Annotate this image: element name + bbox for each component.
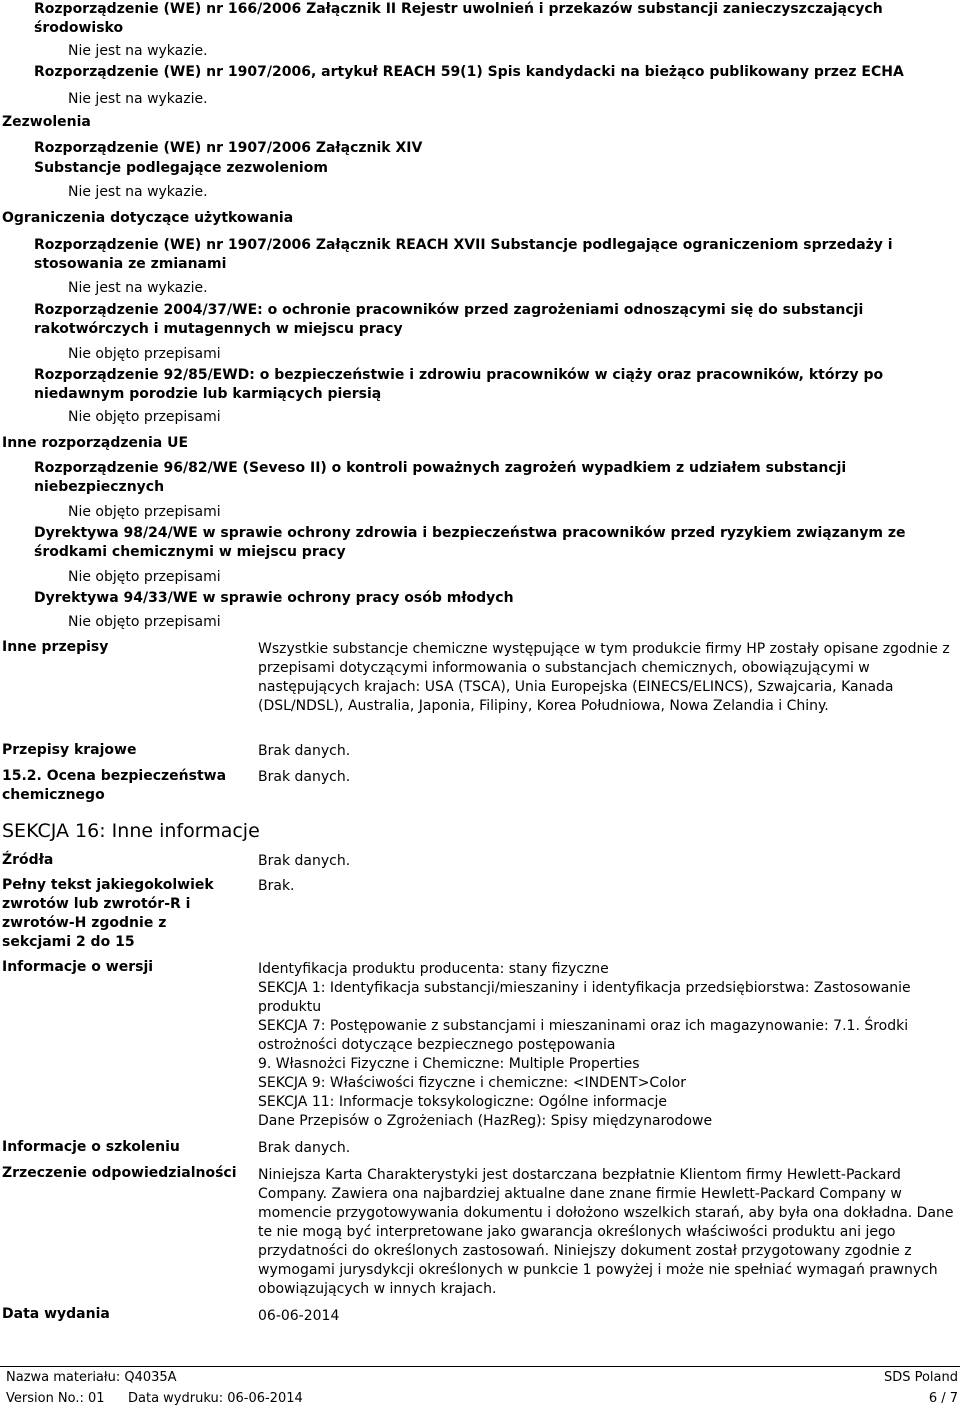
reg-annex-xvii-status: Nie jest na wykazie. (68, 280, 208, 296)
version-info-item: Identyfikacja produktu producenta: stany fizyczne (258, 961, 609, 977)
reg-2004-37-status: Nie objęto przepisami (68, 346, 221, 362)
chemical-safety-assessment-label-1: 15.2. Ocena bezpieczeństwa (2, 768, 227, 784)
dir-98-24-title-2: środkami chemicznymi w miejscu pracy (34, 544, 346, 560)
reg-prtr-status: Nie jest na wykazie. (68, 43, 208, 59)
chemical-safety-assessment-label-2: chemicznego (2, 787, 105, 803)
national-regulations-value: Brak danych. (258, 743, 351, 759)
dir-98-24-status: Nie objęto przepisami (68, 569, 221, 585)
full-text-label-2: zwrotów lub zwrotór-R i (2, 896, 191, 912)
issue-date-label: Data wydania (2, 1306, 110, 1322)
reg-seveso-status: Nie objęto przepisami (68, 504, 221, 520)
restrictions-heading: Ograniczenia dotyczące użytkowania (2, 210, 294, 226)
reg-annex-xvii-title-1: Rozporządzenie (WE) nr 1907/2006 Załącznik REACH XVII Substancje podlegające ograniczeniom sprzedaży i (34, 237, 893, 253)
version-info-item: Dane Przepisów o Zgrożeniach (HazReg): Spisy międzynarodowe (258, 1113, 713, 1129)
training-info-label: Informacje o szkoleniu (2, 1139, 180, 1155)
reg-2004-37-title-2: rakotwórczych i mutagennych w miejscu pracy (34, 321, 403, 337)
reg-prtr-title-2: środowisko (34, 20, 124, 36)
reg-92-85-status: Nie objęto przepisami (68, 409, 221, 425)
dir-98-24-title-1: Dyrektywa 98/24/WE w sprawie ochrony zdrowia i bezpieczeństwa pracowników przed ryzykiem związanym ze (34, 525, 906, 541)
other-regulations-text: Wszystkie substancje chemiczne występujące w tym produkcie firmy HP zostały opisane zgodnie z przepisami dotyczącymi informowania o substancjach chemicznych, obowiązującymi w następujących krajach: USA (TSCA), Unia Europejska (EINECS/ELINCS), Szwajcaria, Kanada (DSL/NDSL), Australia, Japonia, Filipiny, Korea Południowa, Nowa Zelandia i Chiny. (258, 641, 950, 714)
full-text-value: Brak. (258, 878, 295, 894)
full-text-label-4: sekcjami 2 do 15 (2, 934, 135, 950)
reg-92-85-title-1: Rozporządzenie 92/85/EWD: o bezpieczeństwie i zdrowiu pracowników w ciąży oraz pracowników, którzy po (34, 367, 884, 383)
reg-annex-xiv-status: Nie jest na wykazie. (68, 184, 208, 200)
reg-seveso-title-1: Rozporządzenie 96/82/WE (Seveso II) o kontroli poważnych zagrożeń wypadkiem z udziałem substancji (34, 460, 847, 476)
reg-92-85-title-2: niedawnym porodzie lub karmiących piersią (34, 386, 382, 402)
version-info-item: 9. Własnożci Fizyczne i Chemiczne: Multiple Properties (258, 1056, 640, 1072)
full-text-label-1: Pełny tekst jakiegokolwiek (2, 877, 214, 893)
reg-2004-37-title-1: Rozporządzenie 2004/37/WE: o ochronie pracowników przed zagrożeniami odnoszącymi się do substancji (34, 302, 864, 318)
sources-value: Brak danych. (258, 853, 351, 869)
full-text-label-3: zwrotów-H zgodnie z (2, 915, 167, 931)
footer-page-number: 6 / 7 (928, 1391, 958, 1406)
other-regulations-label: Inne przepisy (2, 639, 109, 655)
issue-date-value: 06-06-2014 (258, 1308, 340, 1324)
reg-annex-xvii-title-2: stosowania ze zmianami (34, 256, 227, 272)
national-regulations-label: Przepisy krajowe (2, 742, 137, 758)
dir-94-33-title: Dyrektywa 94/33/WE w sprawie ochrony pracy osób młodych (34, 590, 514, 606)
footer-print-date: Data wydruku: 06-06-2014 (128, 1391, 303, 1406)
version-info-item: SEKCJA 7: Postępowanie z substancjami i mieszaninami oraz ich magazynowanie: 7.1. Środki ostrożności dotyczące bezpiecznego postępowania (258, 1018, 909, 1053)
reg-seveso-title-2: niebezpiecznych (34, 479, 165, 495)
chemical-safety-assessment-value: Brak danych. (258, 769, 351, 785)
reg-reach-candidate-status: Nie jest na wykazie. (68, 91, 208, 107)
authorisations-heading: Zezwolenia (2, 114, 91, 130)
other-eu-heading: Inne rozporządzenia UE (2, 435, 189, 451)
version-info-label: Informacje o wersji (2, 959, 154, 975)
footer-sds-country: SDS Poland (883, 1370, 958, 1385)
version-info-list (258, 960, 958, 1131)
version-info-item: SEKCJA 1: Identyfikacja substancji/mieszaniny i identyfikacja przedsiębiorstwa: Zastosowanie produktu (258, 980, 911, 1015)
training-info-value: Brak danych. (258, 1140, 351, 1156)
disclaimer-text: Niniejsza Karta Charakterystyki jest dostarczana bezpłatnie Klientom firmy Hewlett-Packard Company. Zawiera ona najbardziej aktualne dane znane firmie Hewlett-Packard Company w momencie przygotowywania dokumentu i dołożono wszelkich starań, aby była ona dokładna. Dane te nie mogą być interpretowane jako gwarancja określonych właściwości produktu ani jego przydatności do określonych zastosowań. Niniejszy dokument został przygotowany zgodnie z wymogami jurysdykcji określonych w punkcie 1 powyżej i może nie spełniać wymagań prawnych obowiązujących w innych krajach. (258, 1167, 954, 1297)
disclaimer-label: Zrzeczenie odpowiedzialności (2, 1165, 237, 1181)
section-16-title: SEKCJA 16: Inne informacje (2, 820, 260, 842)
reg-reach-candidate-title: Rozporządzenie (WE) nr 1907/2006, artykuł REACH 59(1) Spis kandydacki na bieżąco publikowany przez ECHA (34, 64, 904, 80)
footer-material-name: Nazwa materiału: Q4035A (6, 1370, 177, 1385)
version-info-item: SEKCJA 11: Informacje toksykologiczne: Ogólne informacje (258, 1094, 668, 1110)
reg-annex-xiv-title-2: Substancje podlegające zezwoleniom (34, 160, 328, 176)
footer-version: Version No.: 01 (6, 1391, 105, 1406)
sources-label: Źródła (2, 852, 54, 868)
footer-divider (0, 1366, 960, 1367)
reg-annex-xiv-title-1: Rozporządzenie (WE) nr 1907/2006 Załącznik XIV (34, 140, 423, 156)
version-info-item: SEKCJA 9: Właściwości fizyczne i chemiczne: <INDENT>Color (258, 1075, 686, 1091)
reg-prtr-title-1: Rozporządzenie (WE) nr 166/2006 Załącznik II Rejestr uwolnień i przekazów substancji zanieczyszczających (34, 1, 883, 17)
dir-94-33-status: Nie objęto przepisami (68, 614, 221, 630)
